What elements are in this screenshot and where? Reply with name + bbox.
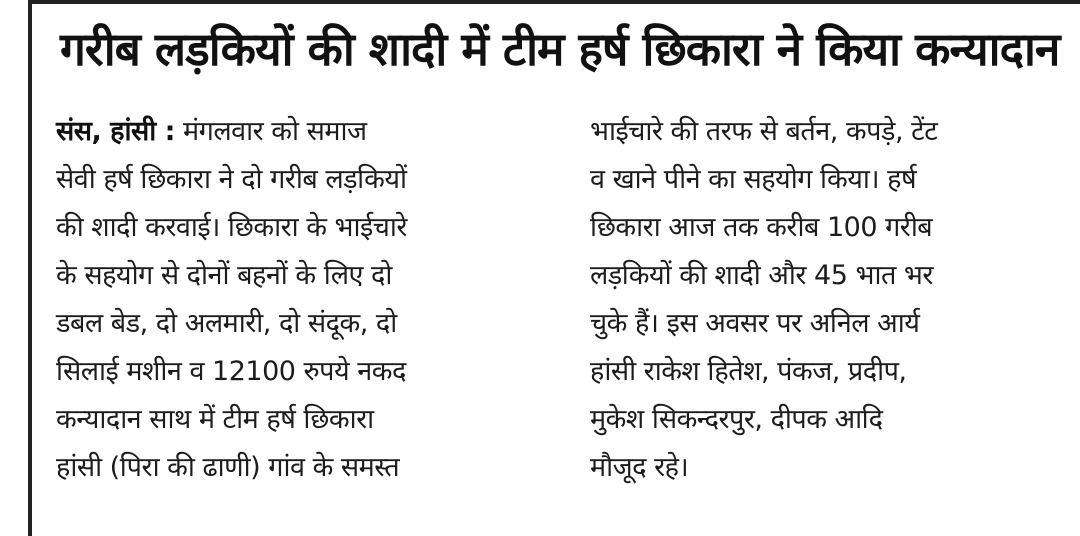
article-byline: संस, हांसी : xyxy=(56,116,175,147)
article-line: लड़कियों की शादी और 45 भात भर xyxy=(590,260,933,291)
left-border-rule xyxy=(28,0,32,536)
article-line: भाईचारे की तरफ से बर्तन, कपड़े, टेंट xyxy=(590,116,938,147)
article-line: मुकेश सिकन्दरपुर, दीपक आदि xyxy=(590,404,883,435)
article-column-right xyxy=(590,108,1070,492)
article-line: छिकारा आज तक करीब 100 गरीब xyxy=(590,212,933,243)
top-border-rule xyxy=(28,0,1080,4)
article-line: हांसी राकेश हितेश, पंकज, प्रदीप, xyxy=(590,356,907,387)
article-line: व खाने पीने का सहयोग किया। हर्ष xyxy=(590,164,917,195)
article-line xyxy=(56,108,556,156)
article-line: हांसी (पिरा की ढाणी) गांव के समस्त xyxy=(56,452,400,483)
article-line: कन्यादान साथ में टीम हर्ष छिकारा xyxy=(56,404,374,435)
article-line: सेवी हर्ष छिकारा ने दो गरीब लड़कियों xyxy=(56,164,407,195)
article-line-text: मंगलवार को समाज xyxy=(174,116,367,147)
article-line: के सहयोग से दोनों बहनों के लिए दो xyxy=(56,260,392,291)
article-line: सिलाई मशीन व 12100 रुपये नकद xyxy=(56,356,406,387)
article-column-left xyxy=(56,108,556,492)
article-headline: गरीब लड़कियों की शादी में टीम हर्ष छिकारा ने किया कन्यादान xyxy=(60,22,1060,76)
article-line: डबल बेड, दो अलमारी, दो संदूक, दो xyxy=(56,308,397,339)
article-line: चुके हैं। इस अवसर पर अनिल आर्य xyxy=(590,308,920,339)
article-line: मौजूद रहे। xyxy=(590,452,689,483)
article-line: की शादी करवाई। छिकारा के भाईचारे xyxy=(56,212,407,243)
